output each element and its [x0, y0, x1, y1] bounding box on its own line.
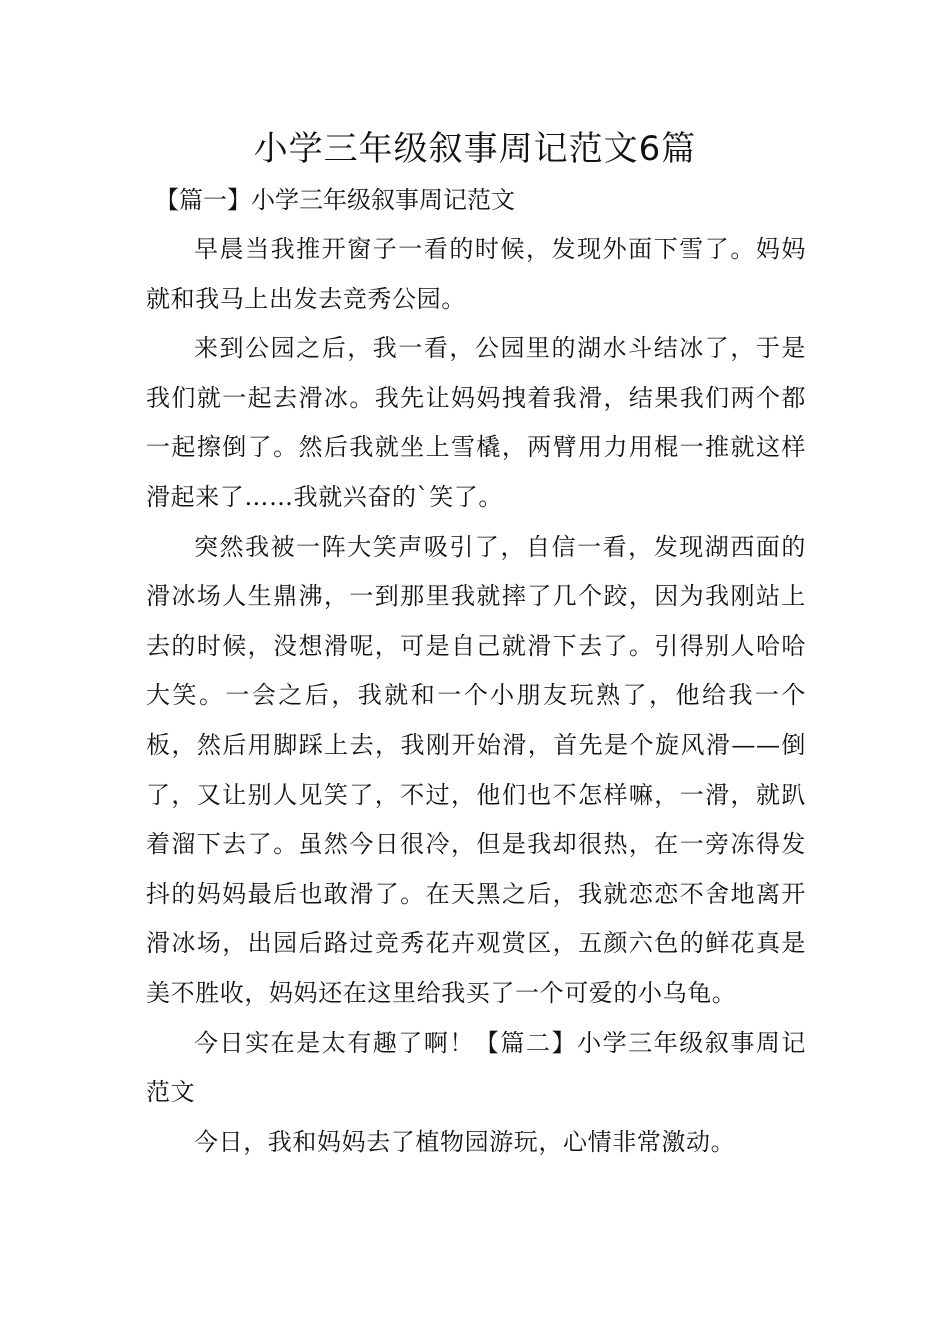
- paragraph: 来到公园之后，我一看，公园里的湖水斗结冰了，于是我们就一起去滑冰。我先让妈妈拽着我滑，结果我们两个都一起擦倒了。然后我就坐上雪橇，两臂用力用棍一推就这样滑起来了……我就兴奋的`笑了。: [146, 334, 806, 511]
- section-heading: 【篇一】小学三年级叙事周记范文: [155, 186, 515, 214]
- paragraph: 今日，我和妈妈去了植物园游玩，心情非常激动。: [194, 1127, 736, 1156]
- paragraph: 早晨当我推开窗子一看的时候，发现外面下雪了。妈妈就和我马上出发去竞秀公园。: [146, 235, 806, 313]
- document-title: 小学三年级叙事周记范文6篇: [253, 129, 697, 169]
- body-text: [146, 225, 806, 1167]
- paragraph: 突然我被一阵大笑声吸引了，自信一看，发现湖西面的滑冰场人生鼎沸，一到那里我就摔了几个跤，因为我刚站上去的时候，没想滑呢，可是自己就滑下去了。引得别人哈哈大笑。一会之后，我就和一个小朋友玩熟了，他给我一个板，然后用脚踩上去，我刚开始滑，首先是个旋风滑——倒了，又让别人见笑了，不过，他们也不怎样嘛，一滑，就趴着溜下去了。虽然今日很冷，但是我却很热，在一旁冻得发抖的妈妈最后也敢滑了。在天黑之后，我就恋恋不舍地离开滑冰场，出园后路过竞秀花卉观赏区，五颜六色的鲜花真是美不胜收，妈妈还在这里给我买了一个可爱的小乌龟。: [146, 532, 806, 1007]
- paragraph: 今日实在是太有趣了啊！【篇二】小学三年级叙事周记范文: [146, 1028, 806, 1107]
